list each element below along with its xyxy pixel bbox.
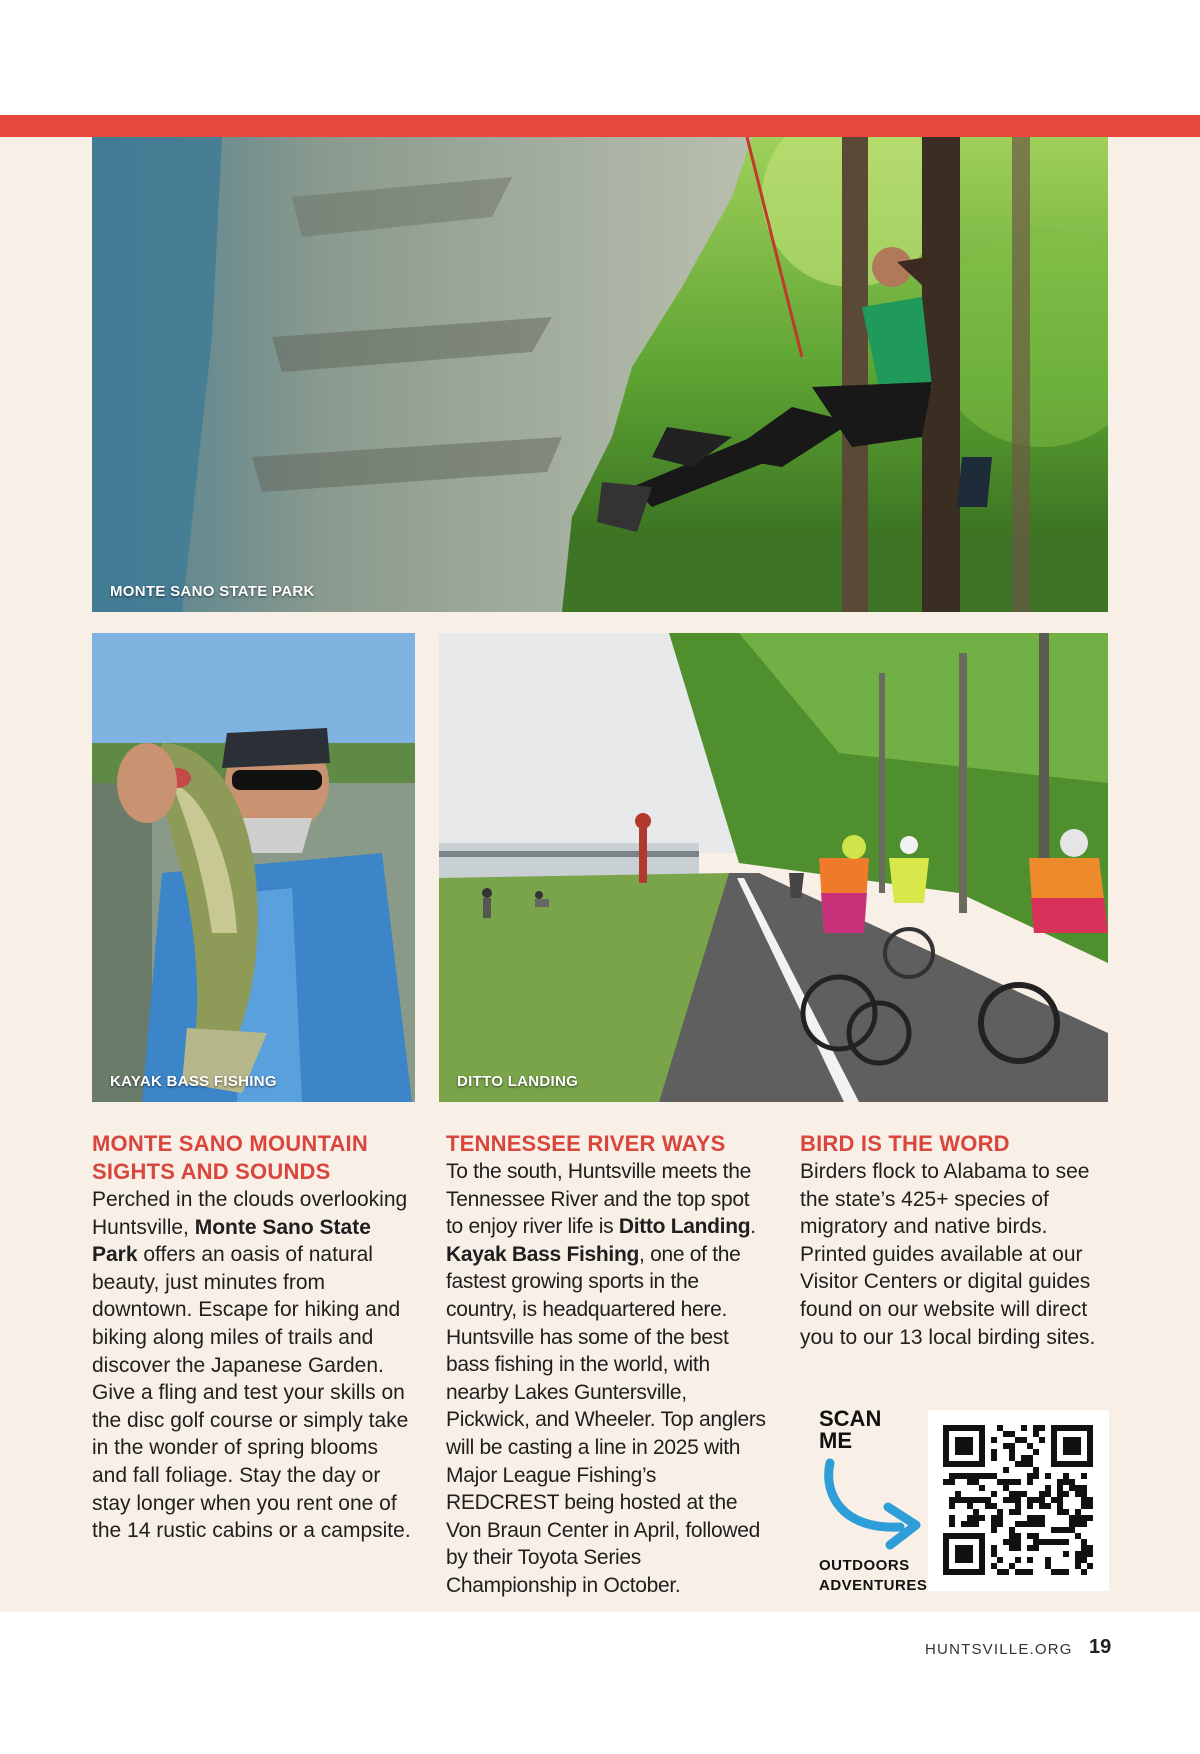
accent-bar (0, 115, 1200, 137)
heading-line: SIGHTS AND SOUNDS (92, 1159, 331, 1184)
label-line: OUTDOORS (819, 1557, 910, 1574)
website-url[interactable]: HUNTSVILLE.ORG (925, 1641, 1073, 1658)
scan-me-label (819, 1408, 881, 1452)
qr-destination-label (819, 1556, 927, 1596)
body-text: To the south, Huntsville meets the Tennessee River and the top spot to enjoy river life is (446, 1160, 751, 1239)
body-bold-text: Monte Sano State Park (92, 1215, 371, 1267)
ditto-landing-photo (439, 633, 1108, 1102)
label-line: ADVENTURES (819, 1577, 928, 1594)
body-text: . (750, 1215, 756, 1239)
scan-line: ME (819, 1428, 852, 1453)
body-bold-text: Kayak Bass Fishing (446, 1242, 640, 1266)
curved-arrow-icon (818, 1455, 922, 1550)
qr-code-icon (928, 1410, 1109, 1591)
photo-caption: KAYAK BASS FISHING (110, 1073, 277, 1090)
body-text: , one of the fastest growing sports in the country, is headquartered here. Huntsville has some of the best bass fishing in the world, with nearby Lakes Guntersville, Pickwick, and Wheeler. Top anglers will be casting a line in 2025 with Major League Fishing’s REDCREST being hosted at the Von Braun Center in April, followed by their Toyota Series Championship in October. (446, 1242, 766, 1597)
body-bold-text: Ditto Landing (618, 1215, 751, 1239)
climbing-photo (92, 137, 1108, 612)
section-body (92, 1186, 412, 1545)
footer-area (0, 1612, 1200, 1754)
section-heading (92, 1130, 412, 1186)
section-birding (800, 1130, 1100, 1351)
section-body: Birders flock to Alabama to see the state’s 425+ species of migratory and native birds. Printed guides available at our Visitor Centers or digital guides found on our website will direct you to our 13 local birding sites. (800, 1160, 1096, 1349)
heading-line: MONTE SANO MOUNTAIN (92, 1131, 368, 1156)
top-margin (0, 0, 1200, 115)
bass-fishing-photo (92, 633, 415, 1102)
scan-line: SCAN (819, 1406, 882, 1431)
photo-caption: DITTO LANDING (457, 1073, 579, 1090)
climbing-scene-image (92, 137, 1108, 612)
section-tennessee-river (446, 1130, 766, 1600)
section-body (446, 1158, 766, 1600)
section-monte-sano (92, 1130, 412, 1545)
page-number: 19 (1089, 1636, 1112, 1658)
qr-code[interactable] (928, 1410, 1109, 1591)
photo-caption: MONTE SANO STATE PARK (110, 583, 315, 600)
section-heading: TENNESSEE RIVER WAYS (446, 1131, 726, 1156)
body-text: offers an oasis of natural beauty, just minutes from downtown. Escape for hiking and biking along miles of trails and discover the Japanese Garden. Give a fling and test your skills on the disc golf course or simply take in the wonder of spring blooms and fall foliage. Stay the day or stay longer when you rent one of the 14 rustic cabins or a campsite. (92, 1243, 411, 1543)
angler-image (92, 633, 415, 1102)
section-heading: BIRD IS THE WORD (800, 1131, 1010, 1156)
cyclists-greenway-image (439, 633, 1108, 1102)
body-text: Perched in the clouds overlooking Huntsville, (92, 1188, 408, 1239)
